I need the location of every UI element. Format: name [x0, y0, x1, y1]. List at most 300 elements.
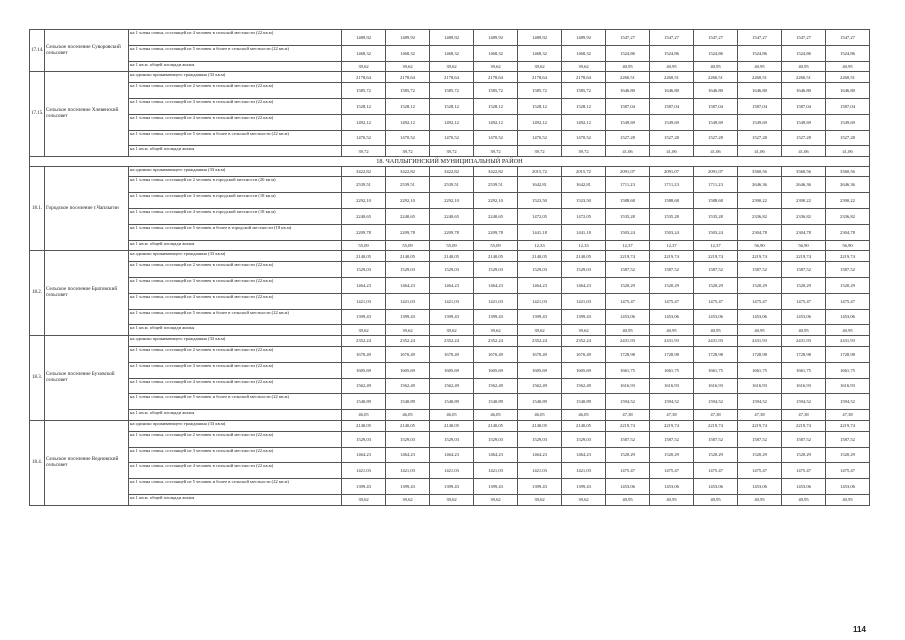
value-cell: 1587,52 [650, 431, 694, 447]
value-cell: 1475,47 [650, 463, 694, 479]
value-cell: 2091,07 [694, 166, 738, 177]
value-cell: 1646,80 [650, 83, 694, 99]
row-description: на 1 члена семьи, состоящей из 3 человек в сельской местности (22 кв.м) [129, 278, 342, 294]
value-cell: 1470,52 [386, 130, 430, 146]
row-description: на 1 члена семьи, состоящей из 4 человек в сельской местности (22 кв.м) [129, 378, 342, 394]
value-cell: 1562,49 [518, 378, 562, 394]
row-description: на 1 члена семьи, состоящей из 5 человек и более в сельской местности (22 кв.м) [129, 394, 342, 410]
value-cell: 1728,98 [782, 347, 826, 363]
value-cell: 1529,03 [386, 431, 430, 447]
value-cell: 47,38 [650, 410, 694, 421]
value-cell: 1646,80 [782, 83, 826, 99]
value-cell: 1489,92 [342, 30, 386, 46]
value-cell: 56,90 [738, 240, 782, 251]
page-number: 114 [853, 625, 866, 634]
value-cell: 39,62 [474, 495, 518, 506]
row-description: на 1 члена семьи, состоящей из 2 человек в сельской местности (22 кв.м) [129, 83, 342, 99]
row-description: на 1 кв.м. общей площади жилья [129, 240, 342, 251]
value-cell: 41,06 [782, 146, 826, 157]
value-cell: 1562,49 [430, 378, 474, 394]
value-cell: 1453,06 [606, 479, 650, 495]
value-cell: 2646,36 [826, 177, 870, 193]
value-cell: 40,95 [606, 325, 650, 336]
value-cell: 47,38 [738, 410, 782, 421]
value-cell: 1472,05 [562, 209, 606, 225]
value-cell: 2209,78 [386, 224, 430, 240]
value-cell: 46,05 [518, 410, 562, 421]
table-row [30, 378, 870, 394]
value-cell: 2015,72 [562, 166, 606, 177]
value-cell: 1540,89 [518, 394, 562, 410]
value-cell: 1605,69 [342, 362, 386, 378]
value-cell: 2240,65 [430, 209, 474, 225]
value-cell: 1421,03 [518, 463, 562, 479]
value-cell: 1528,12 [518, 98, 562, 114]
value-cell: 1520,29 [606, 447, 650, 463]
value-cell: 1421,03 [386, 293, 430, 309]
row-description: на одиноко проживающего гражданина (33 кв.м) [129, 251, 342, 262]
value-cell: 1399,43 [518, 479, 562, 495]
value-cell: 2539,51 [474, 177, 518, 193]
value-cell: 3560,56 [826, 166, 870, 177]
value-cell: 1468,32 [430, 45, 474, 61]
value-cell: 2260,51 [650, 72, 694, 83]
value-cell: 1588,68 [606, 193, 650, 209]
value-cell: 1528,12 [474, 98, 518, 114]
value-cell: 1594,52 [694, 394, 738, 410]
row-description: на 1 кв.м. общей площади жилья [129, 146, 342, 157]
value-cell: 1527,28 [606, 130, 650, 146]
row-description: на 1 члена семьи, состоящей из 4 человек в городской местности (18 кв.м) [129, 209, 342, 225]
value-cell: 1470,52 [518, 130, 562, 146]
table-row [30, 325, 870, 336]
table-row [30, 347, 870, 363]
value-cell: 3422,82 [386, 166, 430, 177]
value-cell: 1549,69 [606, 114, 650, 130]
value-cell: 1587,52 [694, 262, 738, 278]
settlement-name: Сельское поселение Братовский сельсовет [45, 251, 129, 336]
value-cell: 39,62 [430, 495, 474, 506]
value-cell: 1421,03 [474, 463, 518, 479]
value-cell: 1585,72 [474, 83, 518, 99]
table-row [30, 262, 870, 278]
value-cell: 1529,03 [518, 262, 562, 278]
settlement-index: 17.14. [30, 30, 45, 72]
row-description: на 1 члена семьи, состоящей из 3 человек в сельской местности (22 кв.м) [129, 447, 342, 463]
value-cell: 1503,24 [650, 224, 694, 240]
value-cell: 1399,43 [562, 309, 606, 325]
value-cell: 1528,12 [562, 98, 606, 114]
value-cell: 1421,03 [562, 463, 606, 479]
value-cell: 1421,03 [430, 293, 474, 309]
value-cell: 1549,69 [826, 114, 870, 130]
settlement-index: 17.15. [30, 72, 45, 157]
row-description: на 1 кв.м. общей площади жилья [129, 410, 342, 421]
value-cell: 1594,52 [738, 394, 782, 410]
value-cell: 39,62 [430, 325, 474, 336]
value-cell: 46,05 [474, 410, 518, 421]
value-cell: 1468,32 [562, 45, 606, 61]
value-cell: 1605,69 [562, 362, 606, 378]
value-cell: 1524,86 [826, 45, 870, 61]
value-cell: 1587,52 [694, 431, 738, 447]
value-cell: 40,95 [738, 325, 782, 336]
value-cell: 2140,05 [342, 251, 386, 262]
value-cell: 2646,36 [738, 177, 782, 193]
value-cell: 2178,64 [342, 72, 386, 83]
table-row [30, 410, 870, 421]
value-cell: 1529,03 [562, 262, 606, 278]
value-cell: 1528,12 [430, 98, 474, 114]
value-cell: 2219,74 [650, 421, 694, 432]
value-cell: 2352,24 [386, 336, 430, 347]
value-cell: 2219,74 [782, 251, 826, 262]
value-cell: 1547,27 [606, 30, 650, 46]
value-cell: 1594,52 [606, 394, 650, 410]
value-cell: 1661,75 [650, 362, 694, 378]
value-cell: 1594,52 [782, 394, 826, 410]
value-cell: 1489,92 [386, 30, 430, 46]
value-cell: 55,09 [430, 240, 474, 251]
value-cell: 1587,52 [606, 262, 650, 278]
value-cell: 2260,51 [606, 72, 650, 83]
value-cell: 1464,23 [430, 447, 474, 463]
value-cell: 1529,03 [474, 431, 518, 447]
value-cell: 1503,24 [606, 224, 650, 240]
row-description: на 1 члена семьи, состоящей из 2 человек в сельской местности (22 кв.м) [129, 431, 342, 447]
value-cell: 2431,93 [826, 336, 870, 347]
value-cell: 1529,03 [386, 262, 430, 278]
value-cell: 1464,23 [386, 278, 430, 294]
value-cell: 1535,28 [650, 209, 694, 225]
value-cell: 2091,07 [650, 166, 694, 177]
value-cell: 2336,82 [738, 209, 782, 225]
value-cell: 1587,04 [738, 98, 782, 114]
value-cell: 2219,74 [738, 251, 782, 262]
value-cell: 1524,86 [606, 45, 650, 61]
value-cell: 1453,06 [650, 479, 694, 495]
settlement-name: Сельское поселение Ведновский сельсовет [45, 421, 129, 506]
value-cell: 1523,50 [562, 193, 606, 209]
value-cell: 1562,49 [474, 378, 518, 394]
value-cell: 39,72 [342, 146, 386, 157]
value-cell: 1670,49 [386, 347, 430, 363]
value-cell: 2390,22 [782, 193, 826, 209]
value-cell: 2260,51 [694, 72, 738, 83]
value-cell: 40,95 [782, 61, 826, 72]
settlement-index: 18.1. [30, 166, 45, 251]
value-cell: 1528,12 [386, 98, 430, 114]
value-cell: 39,62 [342, 61, 386, 72]
value-cell: 1399,43 [430, 309, 474, 325]
value-cell: 40,95 [650, 325, 694, 336]
value-cell: 1475,47 [738, 463, 782, 479]
value-cell: 1529,03 [430, 431, 474, 447]
value-cell: 1661,75 [606, 362, 650, 378]
value-cell: 39,62 [386, 495, 430, 506]
value-cell: 3422,82 [430, 166, 474, 177]
value-cell: 2352,24 [562, 336, 606, 347]
value-cell: 2219,74 [694, 421, 738, 432]
value-cell: 1520,29 [782, 278, 826, 294]
value-cell: 1421,03 [342, 293, 386, 309]
row-description: на одиноко проживающего гражданина (33 кв.м) [129, 166, 342, 177]
value-cell: 39,62 [430, 61, 474, 72]
value-cell: 1547,27 [826, 30, 870, 46]
table-row [30, 193, 870, 209]
table-row [30, 45, 870, 61]
value-cell: 2292,10 [342, 193, 386, 209]
value-cell: 1475,47 [738, 293, 782, 309]
value-cell: 1441,18 [518, 224, 562, 240]
value-cell: 1585,72 [342, 83, 386, 99]
value-cell: 1492,12 [386, 114, 430, 130]
value-cell: 47,38 [782, 410, 826, 421]
value-cell: 1547,27 [782, 30, 826, 46]
value-cell: 40,95 [738, 495, 782, 506]
value-cell: 2219,74 [606, 251, 650, 262]
value-cell: 1464,23 [342, 278, 386, 294]
value-cell: 39,62 [518, 495, 562, 506]
value-cell: 1520,29 [606, 278, 650, 294]
value-cell: 1464,23 [386, 447, 430, 463]
value-cell: 2260,51 [826, 72, 870, 83]
value-cell: 47,38 [826, 410, 870, 421]
value-cell: 40,95 [650, 61, 694, 72]
value-cell: 1605,69 [474, 362, 518, 378]
table-row [30, 278, 870, 294]
table-row [30, 447, 870, 463]
value-cell: 1529,03 [518, 431, 562, 447]
value-cell: 1646,80 [826, 83, 870, 99]
value-cell: 40,95 [606, 61, 650, 72]
value-cell: 1711,23 [694, 177, 738, 193]
row-description: на 1 члена семьи, состоящей из 5 человек и более в сельской местности (22 кв.м) [129, 130, 342, 146]
value-cell: 1587,52 [738, 431, 782, 447]
value-cell: 2539,51 [342, 177, 386, 193]
table-row [30, 177, 870, 193]
value-cell: 40,95 [782, 495, 826, 506]
value-cell: 1587,52 [782, 262, 826, 278]
value-cell: 1492,12 [562, 114, 606, 130]
value-cell: 55,09 [386, 240, 430, 251]
value-cell: 41,06 [826, 146, 870, 157]
value-cell: 1520,29 [738, 278, 782, 294]
value-cell: 1453,06 [738, 479, 782, 495]
value-cell: 1399,43 [342, 309, 386, 325]
value-cell: 1549,69 [650, 114, 694, 130]
value-cell: 46,05 [342, 410, 386, 421]
value-cell: 2219,74 [738, 421, 782, 432]
section-title: 18. ЧАПЛЫГИНСКИЙ МУНИЦИПАЛЬНЫЙ РАЙОН [30, 157, 870, 167]
value-cell: 1464,23 [562, 278, 606, 294]
value-cell: 39,62 [342, 495, 386, 506]
value-cell: 1616,93 [826, 378, 870, 394]
row-description: на одиноко проживающего гражданина (33 кв.м) [129, 336, 342, 347]
value-cell: 1527,28 [650, 130, 694, 146]
value-cell: 2431,93 [782, 336, 826, 347]
table-row [30, 209, 870, 225]
value-cell: 1453,06 [694, 309, 738, 325]
value-cell: 1527,28 [782, 130, 826, 146]
section-title-row [30, 157, 870, 167]
value-cell: 40,95 [694, 495, 738, 506]
value-cell: 1399,43 [342, 479, 386, 495]
value-cell: 1453,06 [694, 479, 738, 495]
value-cell: 1468,32 [342, 45, 386, 61]
value-cell: 1670,49 [430, 347, 474, 363]
value-cell: 1728,98 [694, 347, 738, 363]
value-cell: 2140,05 [562, 251, 606, 262]
value-cell: 2140,05 [386, 421, 430, 432]
row-description: на 1 члена семьи, состоящей из 2 человек в сельской местности (22 кв.м) [129, 262, 342, 278]
value-cell: 1616,93 [650, 378, 694, 394]
value-cell: 1642,81 [518, 177, 562, 193]
value-cell: 1616,93 [606, 378, 650, 394]
row-description: на 1 члена семьи, состоящей из 4 человек в сельской местности (22 кв.м) [129, 293, 342, 309]
value-cell: 1464,23 [518, 447, 562, 463]
value-cell: 1535,28 [694, 209, 738, 225]
value-cell: 1520,29 [694, 278, 738, 294]
value-cell: 39,72 [518, 146, 562, 157]
value-cell: 41,06 [738, 146, 782, 157]
row-description: на 1 члена семьи, состоящей из 5 человек и более в сельской местности (22 кв.м) [129, 45, 342, 61]
value-cell: 2539,51 [386, 177, 430, 193]
value-cell: 1520,29 [650, 447, 694, 463]
table-row [30, 83, 870, 99]
value-cell: 46,05 [386, 410, 430, 421]
value-cell: 39,62 [562, 495, 606, 506]
value-cell: 1528,12 [342, 98, 386, 114]
value-cell: 40,95 [650, 495, 694, 506]
table-row [30, 114, 870, 130]
value-cell: 3560,56 [782, 166, 826, 177]
value-cell: 1540,89 [562, 394, 606, 410]
value-cell: 1605,69 [518, 362, 562, 378]
value-cell: 1670,49 [518, 347, 562, 363]
tariff-table [29, 29, 870, 506]
value-cell: 1711,23 [606, 177, 650, 193]
value-cell: 1529,03 [342, 431, 386, 447]
value-cell: 2140,05 [430, 421, 474, 432]
value-cell: 1540,89 [342, 394, 386, 410]
value-cell: 2140,05 [518, 251, 562, 262]
value-cell: 1523,50 [518, 193, 562, 209]
value-cell: 1646,80 [694, 83, 738, 99]
value-cell: 2219,74 [650, 251, 694, 262]
value-cell: 1468,32 [518, 45, 562, 61]
value-cell: 1421,03 [518, 293, 562, 309]
table-row [30, 463, 870, 479]
value-cell: 1475,47 [606, 463, 650, 479]
table-row [30, 394, 870, 410]
table-row [30, 98, 870, 114]
value-cell: 1503,24 [694, 224, 738, 240]
value-cell: 1587,04 [606, 98, 650, 114]
value-cell: 1399,43 [474, 479, 518, 495]
value-cell: 1587,52 [738, 262, 782, 278]
value-cell: 1520,29 [782, 447, 826, 463]
table-row [30, 240, 870, 251]
value-cell: 1594,52 [650, 394, 694, 410]
row-description: на 1 члена семьи, состоящей из 5 человек и более в сельской местности (22 кв.м) [129, 479, 342, 495]
row-description: на 1 члена семьи, состоящей из 2 человек в сельской местности (22 кв.м) [129, 347, 342, 363]
value-cell: 1670,49 [474, 347, 518, 363]
value-cell: 12,37 [650, 240, 694, 251]
value-cell: 2091,07 [606, 166, 650, 177]
value-cell: 1399,43 [430, 479, 474, 495]
value-cell: 1728,98 [826, 347, 870, 363]
settlement-index: 18.2. [30, 251, 45, 336]
value-cell: 1524,86 [694, 45, 738, 61]
value-cell: 1540,89 [474, 394, 518, 410]
value-cell: 1540,89 [386, 394, 430, 410]
value-cell: 1492,12 [342, 114, 386, 130]
value-cell: 1588,68 [650, 193, 694, 209]
value-cell: 2140,05 [474, 421, 518, 432]
value-cell: 1529,03 [342, 262, 386, 278]
value-cell: 40,95 [606, 495, 650, 506]
value-cell: 1562,49 [562, 378, 606, 394]
value-cell: 1520,29 [650, 278, 694, 294]
value-cell: 2352,24 [474, 336, 518, 347]
value-cell: 2292,10 [474, 193, 518, 209]
value-cell: 1464,23 [430, 278, 474, 294]
value-cell: 1728,98 [606, 347, 650, 363]
value-cell: 39,72 [430, 146, 474, 157]
settlement-name: Сельское поселение Буховской сельсовет [45, 336, 129, 421]
value-cell: 1728,98 [738, 347, 782, 363]
value-cell: 3560,56 [738, 166, 782, 177]
value-cell: 1549,69 [782, 114, 826, 130]
table-row [30, 72, 870, 83]
value-cell: 39,62 [386, 61, 430, 72]
value-cell: 1453,06 [782, 479, 826, 495]
value-cell: 40,95 [782, 325, 826, 336]
table-row [30, 130, 870, 146]
value-cell: 2431,93 [606, 336, 650, 347]
value-cell: 1524,86 [738, 45, 782, 61]
value-cell: 1475,47 [694, 463, 738, 479]
value-cell: 1492,12 [518, 114, 562, 130]
value-cell: 1587,04 [650, 98, 694, 114]
value-cell: 1421,03 [342, 463, 386, 479]
value-cell: 1399,43 [386, 479, 430, 495]
value-cell: 2140,05 [386, 251, 430, 262]
value-cell: 1520,29 [738, 447, 782, 463]
value-cell: 1421,03 [430, 463, 474, 479]
value-cell: 39,62 [342, 325, 386, 336]
value-cell: 2209,78 [474, 224, 518, 240]
value-cell: 39,62 [474, 61, 518, 72]
value-cell: 1670,49 [342, 347, 386, 363]
value-cell: 1464,23 [518, 278, 562, 294]
value-cell: 1421,03 [474, 293, 518, 309]
value-cell: 2219,74 [826, 251, 870, 262]
table-row [30, 251, 870, 262]
value-cell: 1587,52 [826, 431, 870, 447]
value-cell: 1605,69 [430, 362, 474, 378]
value-cell: 39,72 [386, 146, 430, 157]
value-cell: 2140,05 [562, 421, 606, 432]
value-cell: 2336,82 [826, 209, 870, 225]
value-cell: 1468,32 [474, 45, 518, 61]
value-cell: 39,62 [474, 325, 518, 336]
value-cell: 1587,04 [694, 98, 738, 114]
value-cell: 1470,52 [474, 130, 518, 146]
value-cell: 1475,47 [826, 463, 870, 479]
value-cell: 2178,64 [386, 72, 430, 83]
